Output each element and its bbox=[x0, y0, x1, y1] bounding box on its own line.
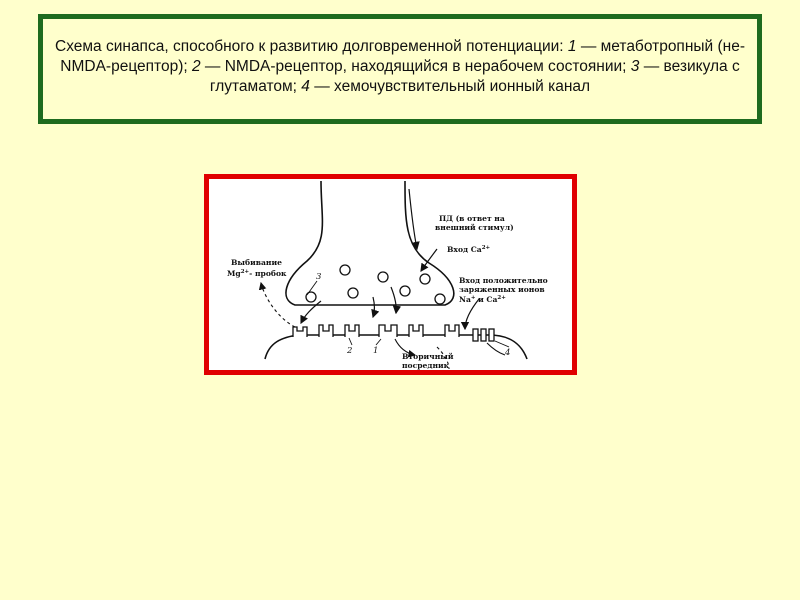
caption-number-3: 3 bbox=[630, 58, 640, 75]
calcium-entry-arrow bbox=[421, 249, 437, 271]
vesicle bbox=[378, 272, 388, 282]
second-messenger-label-line2: посредник bbox=[402, 361, 450, 370]
positive-ions-label-line3: Na+ и $Ca^{2+}$ bbox=[459, 295, 506, 304]
figure-caption bbox=[49, 37, 751, 97]
receptor bbox=[319, 325, 333, 337]
glutamate-vesicles bbox=[306, 265, 445, 304]
number-2-nmda-receptor: 2 bbox=[347, 346, 353, 356]
vesicle bbox=[435, 294, 445, 304]
caption-prefix: Схема синапса, способного к развитию долговременной потенциации: bbox=[55, 38, 568, 55]
caption-number-4: 4 bbox=[301, 78, 310, 95]
number-1-metabotropic-receptor: 1 bbox=[373, 346, 379, 356]
number-3-vesicle: 3 bbox=[316, 272, 322, 282]
caption-item-3: — везикула с глутаматом; bbox=[209, 58, 740, 95]
vesicle bbox=[306, 292, 316, 302]
metabotropic-receptor bbox=[379, 325, 397, 337]
nmda-receptor bbox=[345, 325, 359, 337]
vesicle bbox=[340, 265, 350, 275]
synapse-diagram bbox=[209, 179, 572, 370]
receptor bbox=[409, 325, 423, 337]
caption-item-4: — хемочувствительный ионный канал bbox=[309, 78, 591, 95]
presynaptic-terminal bbox=[286, 181, 454, 305]
caption-box bbox=[38, 14, 762, 124]
channel-arrow bbox=[487, 343, 505, 355]
pd-label-line1: ПД (в ответ на bbox=[439, 214, 505, 223]
caption-number-2: 2 bbox=[192, 58, 201, 75]
mg-knockout-label-line2: $Mg^{2+}-$ пробок bbox=[227, 269, 287, 278]
ion-channel bbox=[481, 329, 486, 341]
caption-number-1: 1 bbox=[567, 38, 577, 55]
receptors bbox=[293, 325, 494, 341]
caption-item-1: — метаботропный (не-NMDA-рецептор); bbox=[60, 38, 745, 75]
nmda-receptor bbox=[293, 327, 307, 337]
positive-ions-label-line1: Вход положительно bbox=[459, 276, 548, 285]
postsynaptic-membrane bbox=[265, 335, 527, 359]
pd-label-line2: внешний стимул) bbox=[435, 223, 514, 232]
mg-knockout-arrow bbox=[261, 283, 295, 327]
vesicle bbox=[420, 274, 430, 284]
positive-ions-label-line2: заряженных ионов bbox=[459, 285, 545, 294]
receptor bbox=[445, 325, 459, 337]
vesicle bbox=[400, 286, 410, 296]
ion-channel bbox=[473, 329, 478, 341]
ion-channel bbox=[489, 329, 494, 341]
vesicle bbox=[348, 288, 358, 298]
caption-item-2: — NMDA-рецептор, находящийся в нерабочем состоянии; bbox=[200, 58, 631, 75]
calcium-entry-label: Вход $Ca^{2+}$ bbox=[447, 245, 491, 254]
second-messenger-label-line1: Вторичный bbox=[402, 352, 454, 361]
mg-knockout-label-line1: Выбивание bbox=[231, 258, 282, 267]
synapse-figure bbox=[204, 174, 577, 375]
number-4-ion-channel: 4 bbox=[505, 348, 511, 358]
